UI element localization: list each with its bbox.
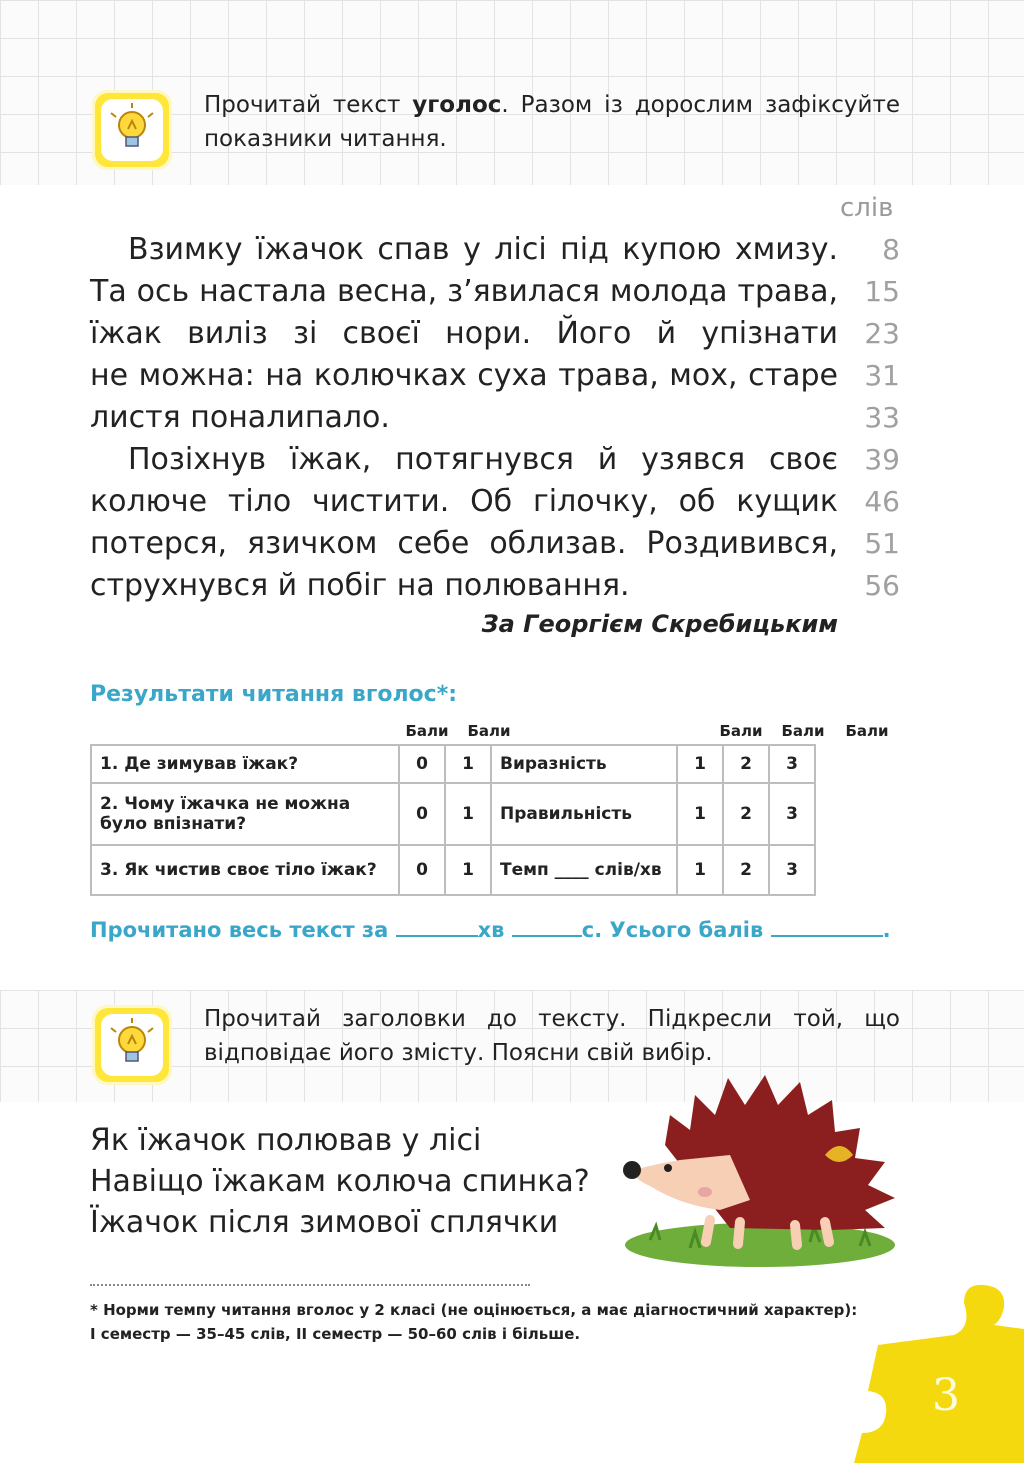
text-line-3: їжак виліз зі своєї нори. Його й упізнати <box>90 316 838 351</box>
word-count-9: 56 <box>864 569 900 602</box>
total-score-blank[interactable] <box>771 915 883 937</box>
score-header-1: Бали <box>405 722 449 740</box>
word-count-4: 31 <box>864 359 900 392</box>
word-count-7: 46 <box>864 485 900 518</box>
title-option-1[interactable]: Як їжачок полював у лісі <box>90 1123 482 1158</box>
lightbulb-icon <box>101 99 163 161</box>
question-cell: 2. Чому їжачка не можна було впізнати? <box>91 783 399 845</box>
question-cell: 1. Де зимував їжак? <box>91 745 399 783</box>
minutes-blank[interactable] <box>396 915 478 937</box>
text-line-6: Позіхнув їжак, потягнувся й узявся своє <box>128 442 838 477</box>
results-table <box>90 744 816 896</box>
footnote-divider <box>90 1284 530 1286</box>
total-score-label: с. Усього балів <box>581 918 764 942</box>
table-row <box>91 783 815 845</box>
table-row <box>91 745 815 783</box>
score-cell[interactable]: 3 <box>769 783 815 845</box>
score-cell[interactable]: 1 <box>677 845 723 895</box>
score-cell[interactable]: 2 <box>723 783 769 845</box>
word-count-2: 15 <box>864 275 900 308</box>
score-cell[interactable]: 1 <box>677 783 723 845</box>
page-number: 3 <box>932 1370 960 1421</box>
score-cell[interactable]: 2 <box>723 745 769 783</box>
footnote-line-1: * Норми темпу читання вголос у 2 класі (не оцінюється, а має діагностичний характер): <box>90 1301 858 1319</box>
reading-time-line <box>90 915 891 942</box>
score-cell[interactable]: 1 <box>445 783 491 845</box>
text-line-5: листя поналипало. <box>90 400 390 435</box>
word-count-6: 39 <box>864 443 900 476</box>
text-line-9: струхнувся й побіг на полювання. <box>90 568 630 603</box>
task1-instruction-pre: Прочитай текст <box>204 92 413 118</box>
task2-instruction: Прочитай заголовки до тексту. Підкресли той, що відповідає його змісту. Поясни свій вибір. <box>204 1006 900 1066</box>
score-cell[interactable]: 1 <box>677 745 723 783</box>
score-cell[interactable]: 2 <box>723 845 769 895</box>
criterion-cell: Виразність <box>491 745 677 783</box>
lightbulb-icon-box-1 <box>92 90 172 170</box>
minutes-label: хв <box>477 918 505 942</box>
lightbulb-icon <box>101 1014 163 1076</box>
score-cell[interactable]: 3 <box>769 845 815 895</box>
score-cell[interactable]: 3 <box>769 745 815 783</box>
text-line-4: не можна: на колючках суха трава, мох, старе <box>90 358 838 393</box>
score-cell[interactable]: 1 <box>445 845 491 895</box>
criterion-cell: Правильність <box>491 783 677 845</box>
text-line-1: Взимку їжачок спав у лісі під купою хмизу. <box>128 232 838 267</box>
word-count-8: 51 <box>864 527 900 560</box>
title-option-2[interactable]: Навіщо їжакам колюча спинка? <box>90 1164 590 1199</box>
words-count-header: слів <box>840 193 894 223</box>
task1-instruction-bold: уголос <box>412 92 502 118</box>
score-header-3: Бали <box>719 722 763 740</box>
score-cell[interactable]: 0 <box>399 845 445 895</box>
footnote <box>90 1298 857 1346</box>
task1-instruction <box>204 88 900 156</box>
results-title: Результати читання вголос*: <box>90 682 458 707</box>
text-line-2: Та ось настала весна, з’явилася молода трава, <box>90 274 838 309</box>
score-cell[interactable]: 1 <box>445 745 491 783</box>
author-attribution: За Георгієм Скребицьким <box>481 610 838 638</box>
seconds-blank[interactable] <box>512 915 582 937</box>
lightbulb-icon-box-2 <box>92 1005 172 1085</box>
text-line-7: колюче тіло чистити. Об гілочку, об кущик <box>90 484 838 519</box>
criterion-cell: Темп ____ слів/хв <box>491 845 677 895</box>
task1-instruction-post: . Разом із дорослим зафіксуйте показники читання. <box>204 92 900 152</box>
hedgehog-illustration <box>610 1070 910 1270</box>
text-line-8: потерся, язичком себе облизав. Роздивився, <box>90 526 838 561</box>
word-count-1: 8 <box>882 233 900 266</box>
score-header-5: Бали <box>845 722 889 740</box>
reading-time-label: Прочитано весь текст за <box>90 918 389 942</box>
score-header-4: Бали <box>781 722 825 740</box>
word-count-3: 23 <box>864 317 900 350</box>
question-cell: 3. Як чистив своє тіло їжак? <box>91 845 399 895</box>
footnote-line-2: І семестр — 35–45 слів, ІІ семестр — 50–60 слів і більше. <box>90 1325 581 1343</box>
table-row <box>91 845 815 895</box>
score-cell[interactable]: 0 <box>399 783 445 845</box>
score-cell[interactable]: 0 <box>399 745 445 783</box>
score-header-2: Бали <box>467 722 511 740</box>
word-count-5: 33 <box>864 401 900 434</box>
reading-line-end: . <box>882 918 891 942</box>
title-option-3[interactable]: Їжачок після зимової сплячки <box>90 1205 559 1240</box>
